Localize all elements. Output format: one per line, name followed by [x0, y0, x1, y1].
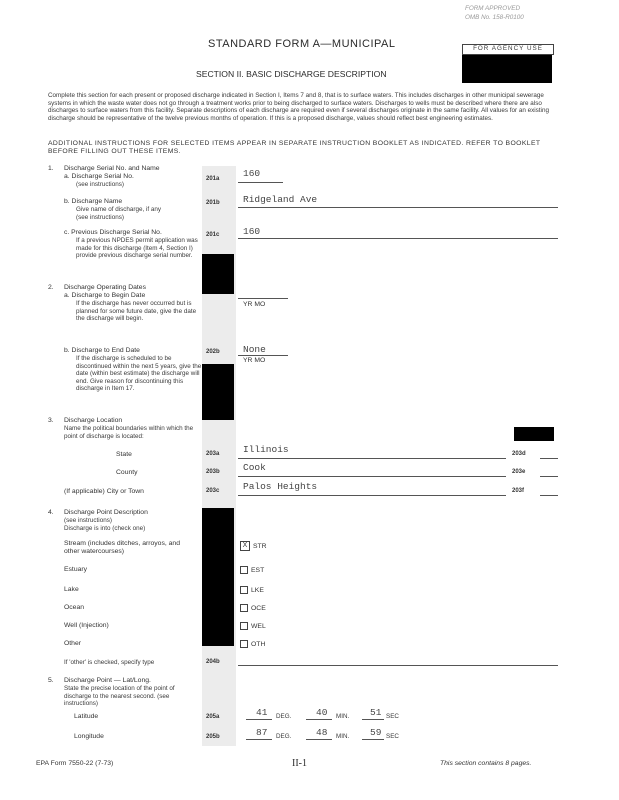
discharge-name-line: [238, 207, 558, 208]
estuary-checkbox[interactable]: [240, 566, 248, 574]
serial-no-value[interactable]: 160: [243, 168, 261, 179]
ocean-option[interactable]: [240, 604, 266, 613]
estuary-option[interactable]: [240, 566, 264, 575]
item1-number: 1.: [48, 165, 54, 172]
stream-checkbox[interactable]: X: [240, 541, 250, 551]
previous-serial-line: [238, 238, 558, 239]
code-201a: 201a: [206, 176, 220, 182]
well-checkbox[interactable]: [240, 622, 248, 630]
code-203a: 203a: [206, 451, 220, 457]
ocean-label: Ocean: [64, 604, 85, 611]
state-value[interactable]: Illinois: [243, 444, 289, 455]
section-title: SECTION II. BASIC DISCHARGE DESCRIPTION: [196, 69, 387, 79]
redaction-box: [514, 427, 554, 441]
long-deg-line: [246, 739, 272, 740]
item2-title: Discharge Operating Dates: [64, 284, 146, 291]
longitude-label: Longitude: [74, 733, 104, 740]
other-code: OTH: [251, 640, 266, 648]
long-min-line: [306, 739, 332, 740]
city-code-line: [540, 495, 558, 496]
item4-sub2: Discharge is into (check one): [64, 525, 146, 532]
item1c-label: c. Previous Discharge Serial No.: [64, 229, 162, 236]
intro-paragraph: Complete this section for each present or proposed discharge indicated in Section I, Items 7 and 8, that is to surface waters. This includes discharges in other municipal sewerage systems in which the waste water does not go through a treatment works prior to being discharged to surface waters. Discharges to wells must be described where there are also discharges to surface waters from this facility. Separate descriptions of each discharge are required even if several discharges originate in the same facility. All values for an existing discharge should be representative of the twelve previous months of operation. If this is a proposed discharge, values should reflect best engineering estimates.: [48, 92, 549, 122]
item5-title: Discharge Point — Lat/Long.: [64, 677, 151, 684]
code-203b: 203b: [206, 469, 220, 475]
item3-number: 3.: [48, 417, 54, 424]
item2a-sub: If the discharge has never occurred but is planned for some future date, give the date the discharge will begin.: [76, 300, 197, 323]
stamp-line-2: OMB No. 158-R0100: [465, 14, 524, 21]
redaction-box: [202, 508, 234, 646]
item3-sub: Name the political boundaries within which the point of discharge is located:: [64, 425, 194, 440]
code-201c: 201c: [206, 232, 220, 238]
lat-min-value[interactable]: 40: [316, 707, 328, 718]
lat-deg-value[interactable]: 41: [256, 707, 268, 718]
lake-option[interactable]: [240, 586, 264, 595]
lat-min-label: MIN.: [336, 713, 350, 720]
end-date-line: [238, 355, 288, 356]
item4-number: 4.: [48, 509, 54, 516]
redaction-box: [202, 254, 234, 294]
lat-min-line: [306, 719, 332, 720]
begin-date-unit: YR MO: [243, 301, 266, 308]
code-205b: 205b: [206, 734, 220, 740]
item1-title: Discharge Serial No. and Name: [64, 165, 160, 172]
redaction-box: [462, 55, 552, 83]
item4-sub: (see instructions): [64, 517, 112, 524]
agency-use-box: FOR AGENCY USE: [462, 44, 554, 55]
stream-option[interactable]: [240, 541, 267, 551]
end-date-unit: YR MO: [243, 357, 266, 364]
long-deg-value[interactable]: 87: [256, 727, 268, 738]
section-note: This section contains 8 pages.: [440, 760, 532, 767]
item5-sub: State the precise location of the point of discharge to the nearest second. (see instructions): [64, 685, 175, 708]
long-deg-label: DEG.: [276, 733, 292, 740]
other-option[interactable]: [240, 640, 265, 649]
code-203f: 203f: [512, 488, 525, 494]
item2a-label: a. Discharge to Begin Date: [64, 292, 146, 299]
item5-number: 5.: [48, 677, 54, 684]
long-sec-value[interactable]: 59: [370, 727, 382, 738]
item1b-sub2: (see instructions): [76, 214, 124, 221]
end-date-value[interactable]: None: [243, 344, 266, 355]
item2-number: 2.: [48, 284, 54, 291]
begin-date-line: [238, 298, 288, 299]
city-line: [238, 495, 506, 496]
previous-serial-value[interactable]: 160: [243, 226, 261, 237]
county-code-line: [540, 476, 558, 477]
form-id: EPA Form 7550-22 (7-73): [36, 760, 114, 767]
code-203e: 203e: [512, 469, 526, 475]
lake-checkbox[interactable]: [240, 586, 248, 594]
code-205a: 205a: [206, 714, 220, 720]
long-min-label: MIN.: [336, 733, 350, 740]
additional-instructions: ADDITIONAL INSTRUCTIONS FOR SELECTED ITEMS APPEAR IN SEPARATE INSTRUCTION BOOKLET AS INDICATED. REFER TO BOOKLET BEFORE FILLING OUT THESE ITEMS.: [48, 140, 541, 155]
specify-label: If 'other' is checked, specify type: [64, 659, 155, 666]
item1c-sub: If a previous NPDES permit application was made for this discharge (Item 4, Section I) provide previous discharge serial number.: [76, 237, 198, 260]
long-sec-label: SEC: [386, 733, 399, 740]
long-min-value[interactable]: 48: [316, 727, 328, 738]
item3-title: Discharge Location: [64, 417, 123, 424]
item1a-sub: (see instructions): [76, 181, 124, 188]
well-label: Well (Injection): [64, 622, 109, 629]
lat-sec-label: SEC: [386, 713, 399, 720]
item1b-sub: Give name of discharge, if any: [76, 206, 162, 213]
item2b-label: b. Discharge to End Date: [64, 347, 140, 354]
other-checkbox[interactable]: [240, 640, 248, 648]
item4-title: Discharge Point Description: [64, 509, 148, 516]
code-204b: 204b: [206, 659, 220, 665]
county-line: [238, 476, 506, 477]
code-201b: 201b: [206, 200, 220, 206]
county-label: County: [116, 469, 138, 476]
code-202b: 202b: [206, 349, 220, 355]
lat-sec-line: [362, 719, 384, 720]
lat-deg-line: [246, 719, 272, 720]
lake-code: LKE: [251, 586, 264, 594]
form-title: STANDARD FORM A—MUNICIPAL: [208, 38, 396, 50]
discharge-name-value[interactable]: Ridgeland Ave: [243, 194, 318, 205]
code-203d: 203d: [512, 451, 526, 457]
stream-label: Stream (includes ditches, arroyos, and other watercourses): [64, 540, 180, 555]
stream-code: STR: [253, 542, 267, 550]
item1a-label: a. Discharge Serial No.: [64, 173, 134, 180]
item2b-sub: If the discharge is scheduled to be discontinued within the next 5 years, give the date (within best estimate) the discharge will end. Give reason for discontinuing this discharge in Item 17.: [76, 355, 202, 393]
item1b-label: b. Discharge Name: [64, 198, 123, 205]
ocean-checkbox[interactable]: [240, 604, 248, 612]
lat-sec-value[interactable]: 51: [370, 707, 382, 718]
ocean-code: OCE: [251, 604, 266, 612]
serial-no-line: [238, 182, 283, 183]
well-code: WEL: [251, 622, 266, 630]
county-value[interactable]: Cook: [243, 462, 266, 473]
city-label: (If applicable) City or Town: [64, 488, 144, 495]
city-value[interactable]: Palos Heights: [243, 481, 318, 492]
latitude-label: Latitude: [74, 713, 99, 720]
well-option[interactable]: [240, 622, 266, 631]
state-line: [238, 458, 506, 459]
lake-label: Lake: [64, 586, 79, 593]
specify-line[interactable]: [238, 665, 558, 666]
estuary-label: Estuary: [64, 566, 88, 573]
redaction-box: [202, 364, 234, 420]
code-203c: 203c: [206, 488, 220, 494]
long-sec-line: [362, 739, 384, 740]
page-number: II-1: [292, 758, 307, 769]
estuary-code: EST: [251, 566, 265, 574]
other-label: Other: [64, 640, 81, 647]
state-label: State: [116, 451, 132, 458]
lat-deg-label: DEG.: [276, 713, 292, 720]
state-code-line: [540, 458, 558, 459]
stamp-line-1: FORM APPROVED: [465, 5, 521, 12]
